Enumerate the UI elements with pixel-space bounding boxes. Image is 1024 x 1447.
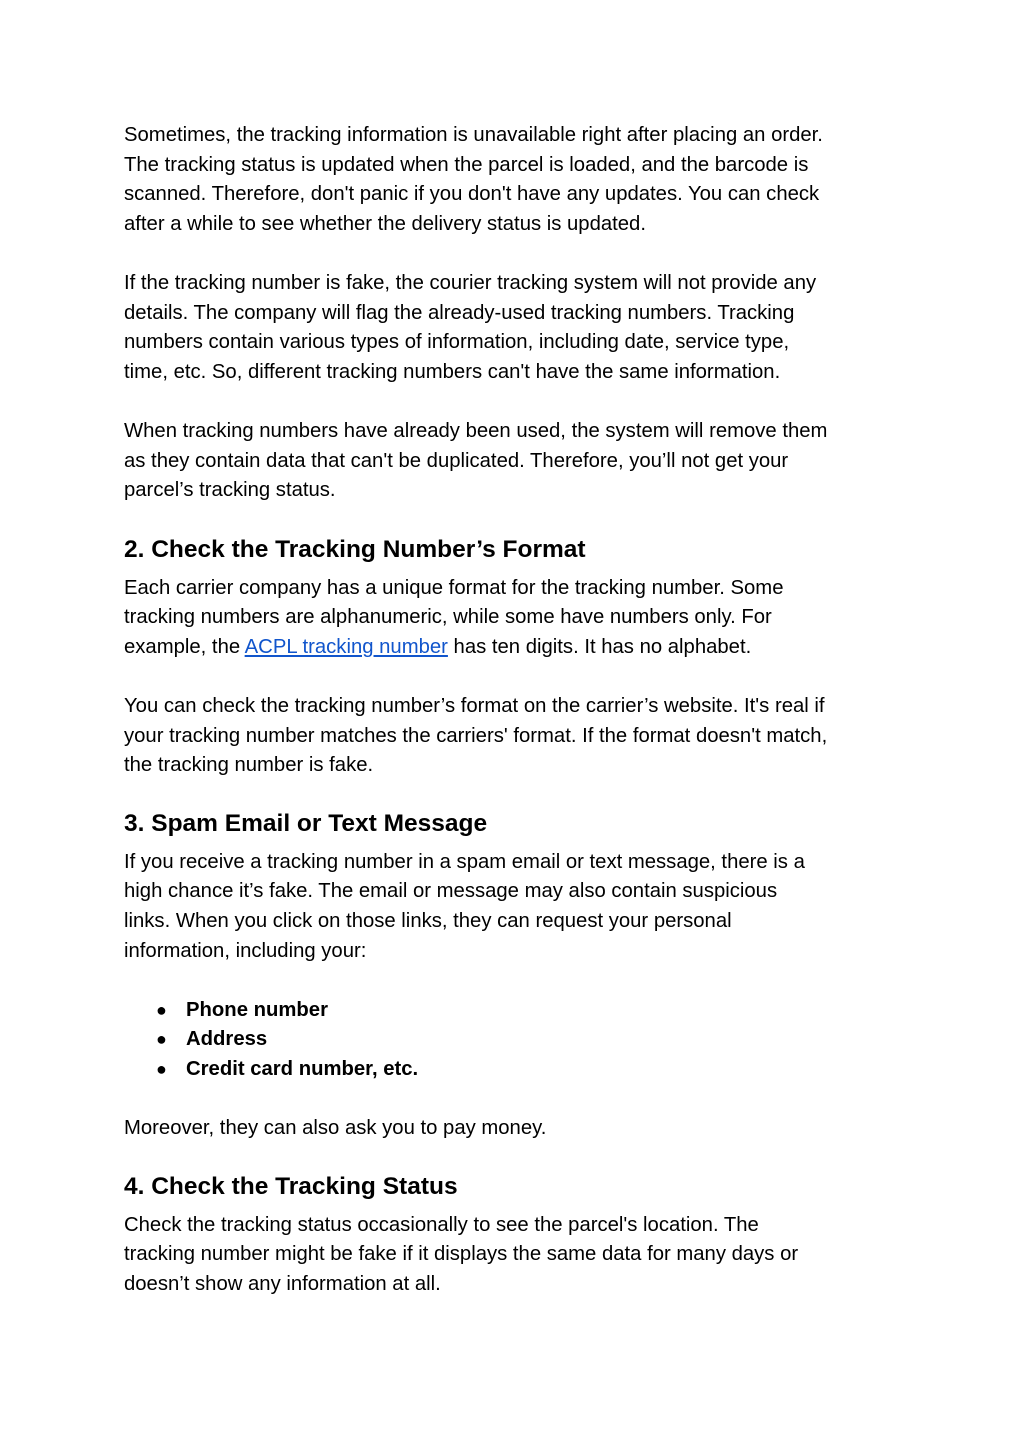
text-line: If you receive a tracking number in a spam email or text message, there is a (124, 850, 805, 873)
text-line: Check the tracking status occasionally to see the parcel's location. The (124, 1213, 759, 1236)
text-line: high chance it’s fake. The email or message may also contain suspicious (124, 880, 778, 903)
text-line: tracking numbers are alphanumeric, while some have numbers only. For (124, 606, 772, 629)
text-line: the tracking number is fake. (124, 754, 374, 777)
text-line: You can check the tracking number’s format on the carrier’s website. It's real if (124, 695, 825, 718)
section-3-paragraph-2: Moreover, they can also ask you to pay money. (124, 1117, 547, 1140)
section-2-heading: 2. Check the Tracking Number’s Format (124, 535, 586, 563)
paragraph-gap (124, 387, 914, 417)
list-item-label: Address (186, 1028, 268, 1051)
intro-paragraph-1 (124, 121, 914, 239)
list-item (124, 996, 914, 1026)
text-line: tracking number might be fake if it displays the same data for many days or (124, 1243, 799, 1266)
paragraph-gap (124, 663, 914, 693)
section-3-heading-wrap (124, 810, 914, 838)
section-2-heading-wrap (124, 536, 914, 564)
text-line: Sometimes, the tracking information is unavailable right after placing an order. (124, 124, 823, 146)
text-line: doesn’t show any information at all. (124, 1273, 441, 1295)
personal-info-list (124, 996, 914, 1085)
bullet-icon: ● (156, 1059, 167, 1080)
text-line: your tracking number matches the carriers' format. If the format doesn't match, (124, 724, 828, 747)
document-page (124, 121, 914, 1300)
text-line: When tracking numbers have already been used, the system will remove them (124, 419, 828, 442)
intro-paragraph-2 (124, 269, 914, 387)
section-4-heading: 4. Check the Tracking Status (124, 1172, 458, 1200)
text-line: links. When you click on those links, they can request your personal (124, 910, 732, 933)
section-4-heading-wrap (124, 1173, 914, 1201)
text-line: If the tracking number is fake, the courier tracking system will not provide any (124, 271, 817, 294)
list-item-label: Phone number (186, 998, 328, 1021)
list-item (124, 1025, 914, 1055)
text-line: information, including your: (124, 939, 367, 962)
paragraph-gap (124, 1085, 914, 1115)
text-line: scanned. Therefore, don't panic if you don't have any updates. You can check (124, 183, 820, 206)
text-line: Each carrier company has a unique format for the tracking number. Some (124, 576, 784, 599)
section-3-heading: 3. Spam Email or Text Message (124, 809, 488, 837)
text-line: after a while to see whether the delivery status is updated. (124, 212, 646, 235)
text-line: numbers contain various types of information, including date, service type, (124, 331, 790, 354)
text-prefix: example, the (124, 635, 245, 658)
paragraph-gap (124, 239, 914, 269)
list-item-label: Credit card number, etc. (186, 1058, 419, 1081)
bullet-icon: ● (156, 999, 167, 1020)
acpl-tracking-number-link[interactable]: ACPL tracking number (244, 635, 448, 658)
section-2-paragraph-2 (124, 692, 914, 781)
section-2-paragraph-1 (124, 574, 914, 663)
text-line: The tracking status is updated when the parcel is loaded, and the barcode is (124, 153, 809, 176)
text-line: as they contain data that can't be duplicated. Therefore, you’ll not get your (124, 449, 789, 472)
text-line: parcel’s tracking status. (124, 479, 336, 502)
text-suffix: has ten digits. It has no alphabet. (447, 635, 752, 658)
section-3-paragraph-1 (124, 848, 914, 966)
paragraph-gap (124, 966, 914, 996)
text-line: time, etc. So, different tracking numbers can't have the same information. (124, 360, 781, 383)
list-item (124, 1055, 914, 1085)
intro-paragraph-3 (124, 417, 914, 506)
text-line: details. The company will flag the already-used tracking numbers. Tracking (124, 301, 795, 324)
section-4-paragraph-1 (124, 1211, 914, 1300)
bullet-icon: ● (156, 1029, 167, 1050)
